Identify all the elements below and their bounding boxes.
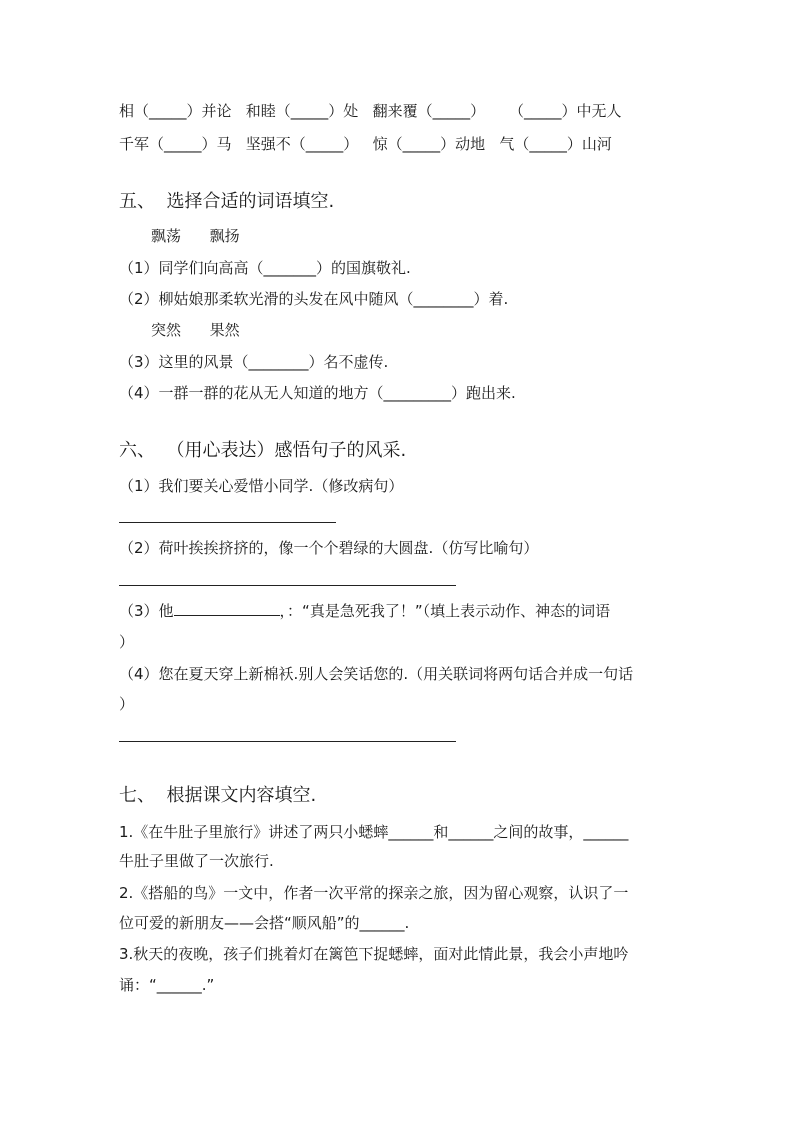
answer-line-6-1 <box>119 522 336 523</box>
question-6-2: （2）荷叶挨挨挤挤的，像一个个碧绿的大圆盘.（仿写比喻句） <box>119 539 539 557</box>
question-7-2-line-2: 位可爱的新朋友——会搭“顺风船”的______. <box>119 914 410 932</box>
question-7-3-line-2: 诵：“______.” <box>119 976 215 994</box>
answer-line-6-4 <box>119 741 456 742</box>
idiom-row-1: 相（_____）并论 和睦（_____）处 翻来覆（_____） （_____）中无人 <box>119 102 622 120</box>
question-7-1-line-2: 牛肚子里做了一次旅行. <box>119 852 274 870</box>
question-6-3-wrap: ） <box>119 633 135 651</box>
question-5-3: （3）这里的风景（________）名不虚传. <box>119 353 389 371</box>
question-6-3 <box>119 601 610 621</box>
question-6-3-prefix: （3）他 <box>119 602 174 620</box>
word-options-1: 飘荡 飘扬 <box>151 227 240 245</box>
question-5-4: （4）一群一群的花从无人知道的地方（_________）跑出来. <box>119 384 516 402</box>
question-6-4: （4）您在夏天穿上新棉袄.别人会笑话您的.（用关联词将两句话合并成一句话 <box>119 665 634 683</box>
section-6-title: 六、 （用心表达）感悟句子的风采. <box>119 440 407 461</box>
answer-line-6-2 <box>119 585 456 586</box>
section-5-title: 五、 选择合适的词语填空. <box>119 191 335 212</box>
answer-blank-6-3 <box>174 601 280 616</box>
question-7-3-line-1: 3.秋天的夜晚，孩子们挑着灯在篱笆下捉蟋蟀，面对此情此景，我会小声地吟 <box>119 945 629 963</box>
idiom-row-2: 千军（_____）马 坚强不（_____） 惊（_____）动地 气（_____）山河 <box>119 135 612 153</box>
question-6-3-suffix: ，：“真是急死我了！”（填上表示动作、神态的词语 <box>279 602 611 620</box>
question-6-1: （1）我们要关心爱惜小同学.（修改病句） <box>119 477 404 495</box>
question-5-2: （2）柳姑娘那柔软光滑的头发在风中随风（________）着. <box>119 290 509 308</box>
section-7-title: 七、 根据课文内容填空. <box>119 785 317 806</box>
question-5-1: （1）同学们向高高（_______）的国旗敬礼. <box>119 259 411 277</box>
question-7-2-line-1: 2.《搭船的鸟》一文中，作者一次平常的探亲之旅，因为留心观察，认识了一 <box>119 884 629 902</box>
question-6-4-wrap: ） <box>119 695 135 713</box>
word-options-2: 突然 果然 <box>151 321 240 339</box>
question-7-1-line-1: 1.《在牛肚子里旅行》讲述了两只小蟋蟀______和______之间的故事，______ <box>119 823 629 841</box>
